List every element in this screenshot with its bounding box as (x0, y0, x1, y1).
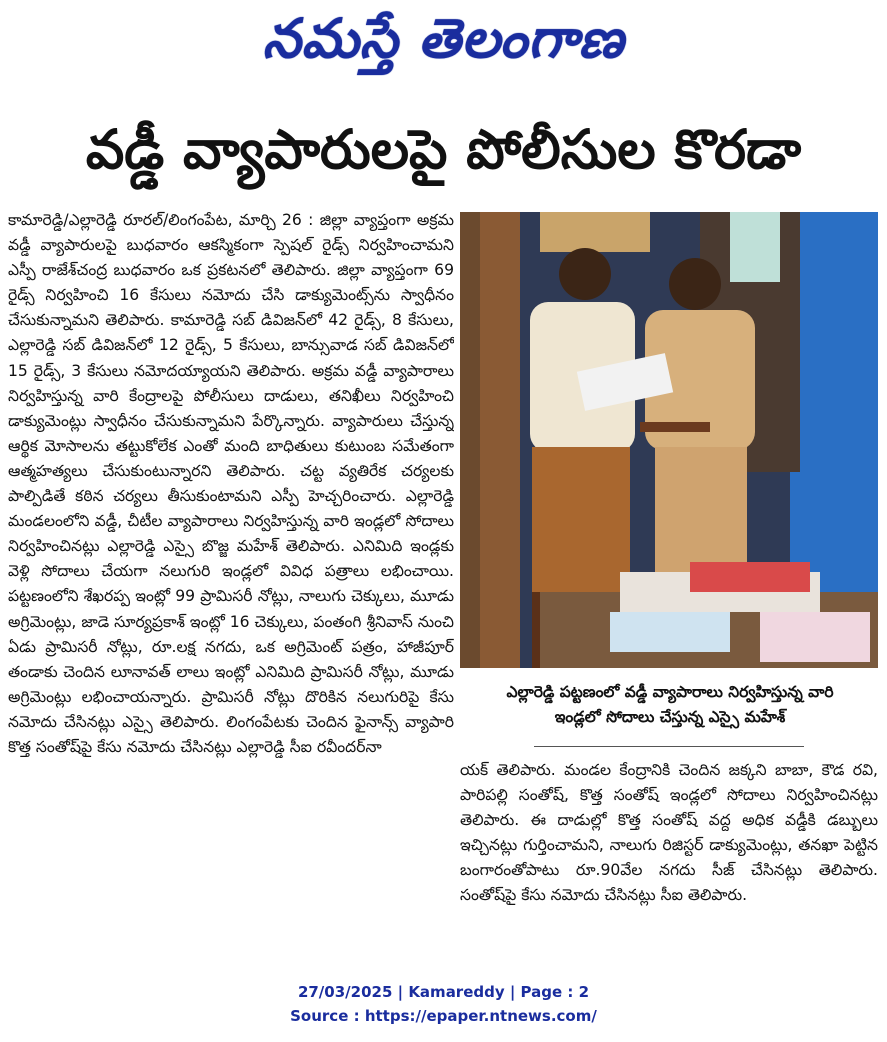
photo-illustration (460, 212, 878, 668)
photo-caption-line-1: ఎల్లారెడ్డి పట్టణంలో వడ్డీ వ్యాపారాలు నిర్వహిస్తున్న వారి (506, 683, 834, 701)
newspaper-logo: నమస్తే తెలంగాణ (262, 7, 625, 70)
footer-source-link[interactable]: Source : https://epaper.ntnews.com/ (290, 1007, 597, 1025)
article-body-right-text: యక్ తెలిపారు. మండల కేంద్రానికి చెందిన జక్కని బాబా, కౌడ రవి, పారిపల్లి సంతోష్, కొత్త సంతోష్ ఇండ్లలో సోదాలు నిర్వహించినట్లు తెలిపారు. ఈ దాడుల్లో కొత్త సంతోష్ వద్ద అధిక వడ్డీకి డబ్బులు ఇచ్చినట్లు గుర్తించామని, నాలుగు రిజిస్టర్ డాక్యుమెంట్లు, తనఖా పెట్టిన బంగారంతోపాటు రూ.90వేల నగదు సీజ్ చేసినట్లు తెలిపారు. సంతోష్‌పై కేసు నమోదు చేసినట్లు సీఐ తెలిపారు. (460, 761, 878, 905)
photo-caption-line-2: ఇండ్లలో సోదాలు చేస్తున్న ఎస్సై మహేశ్ (554, 708, 786, 726)
masthead (0, 0, 887, 90)
article-headline: వడ్డీ వ్యాపారులపై పోలీసుల కొరడా (85, 118, 802, 181)
article-body-right-column (460, 758, 878, 958)
photo-caption (464, 680, 876, 730)
caption-divider (534, 746, 804, 747)
article-body-left-column (8, 208, 454, 978)
page-footer (0, 980, 887, 1028)
article-photo (460, 212, 878, 668)
article-body-left-text: కామారెడ్డి/ఎల్లారెడ్డి రూరల్/లింగంపేట, మార్చి 26 : జిల్లా వ్యాప్తంగా అక్రమ వడ్డీ వ్యాపారులపై బుధవారం ఆకస్మికంగా స్పెషల్ రైడ్స్ నిర్వహించామని ఎస్పీ రాజేశ్‌చంద్ర బుధవారం ఒక ప్రకటనలో తెలిపారు. జిల్లా వ్యాప్తంగా 69 రైడ్స్ నిర్వహించి 16 కేసులు నమోదు చేసి డాక్యుమెంట్స్‌ను స్వాధీనం చేసుకున్నామని తెలిపారు. కామారెడ్డి సబ్ డివిజన్‌లో 42 రైడ్స్, 8 కేసులు, ఎల్లారెడ్డి సబ్ డివిజన్‌లో 12 రైడ్స్, 5 కేసులు, బాన్సువాడ సబ్ డివిజన్‌లో 15 రైడ్స్, 3 కేసులు నమోదయ్యాయని తెలిపారు. అక్రమ వడ్డీ వ్యాపారాలు నిర్వహిస్తున్న వారి కేంద్రాలపై పోలీసులు దాడులు, తనిఖీలు నిర్వహించి డాక్యుమెంట్లు స్వాధీనం చేసుకున్నామని పేర్కొన్నారు. వ్యాపారులు చేస్తున్న ఆర్థిక మోసాలను తట్టుకోలేక ఎంతో మంది బాధితులు కుటుంబ సమేతంగా ఆత్మహత్యలు చేసుకుంటున్నారని తెలిపారు. చట్ట వ్యతిరేక చర్యలకు పాల్పిడితే కఠిన చర్యలు తీసుకుంటామని ఎస్పీ హెచ్చరించారు. ఎల్లారెడ్డి మండలంలోని వడ్డీ, చీటీల వ్యాపారాలు నిర్వహిస్తున్న వారి ఇండ్లలో సోదాలు నిర్వహించినట్లు ఎల్లారెడ్డి ఎస్సై బొజ్జ మహేశ్ తెలిపారు. ఎనిమిది ఇండ్లకు వెళ్లి సోదాలు చేయగా నలుగురి ఇండ్లలో వివిధ పత్రాలు లభించాయి. పట్టణంలోని శేఖరప్ప ఇంట్లో 99 ప్రామిసరీ నోట్లు, నాలుగు చెక్కులు, మూడు అగ్రిమెంట్లు, జాడె సూర్యప్రకాశ్ ఇంట్లో 16 చెక్కులు, పంతంగి శ్రీనివాస్ నుంచి ఏడు ప్రామిసరీ నోట్లు, రూ.లక్ష నగదు, ఒక అగ్రిమెంట్ పత్రం, హాజీపూర్ తండాకు చెందిన లూనావత్ లాలు ఇంట్లో ఎనిమిది ప్రామిసరీ నోట్లు, మూడు అగ్రిమెంట్లు లభించాయన్నారు. ప్రామిసరీ నోట్లు దొరికిన నలుగురిపై కేసు నమోదు చేసినట్లు ఎస్సై తెలిపారు. లింగంపేటకు చెందిన ఫైనాన్స్ వ్యాపారి కొత్త సంతోష్‌పై కేసు నమోదు చేసినట్లు ఎల్లారెడ్డి సీఐ రవీందర్‌నా (8, 211, 454, 756)
footer-date-edition: 27/03/2025 | Kamareddy | Page : 2 (297, 983, 590, 1001)
